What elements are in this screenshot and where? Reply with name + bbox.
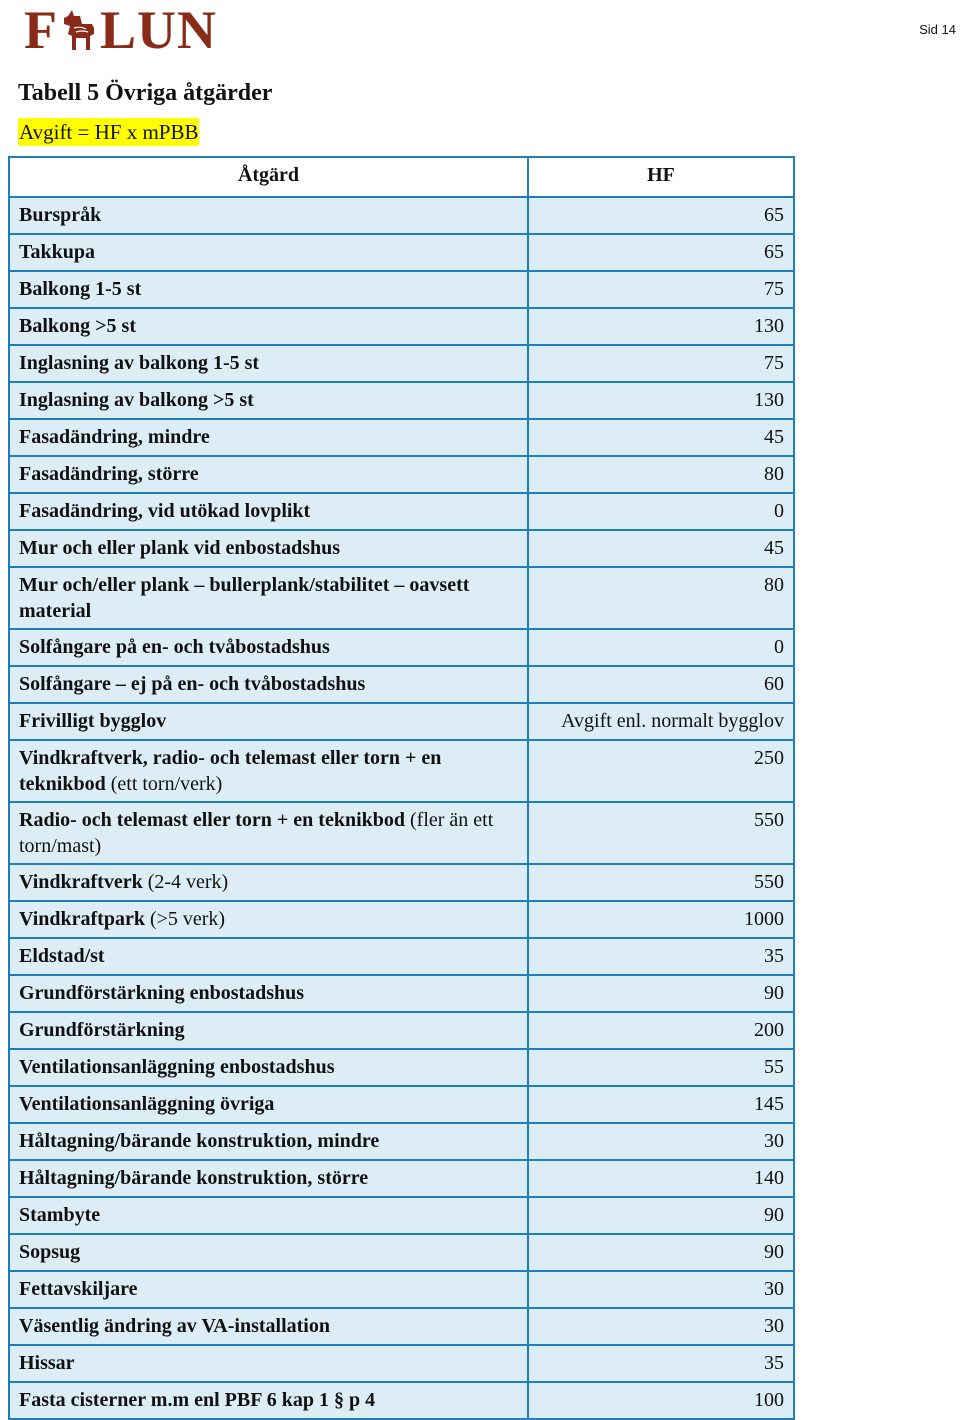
- table-row: [9, 1086, 794, 1123]
- row-label-cell: [9, 1197, 528, 1234]
- table-row: [9, 567, 794, 629]
- falun-logo: [24, 0, 218, 60]
- table-row: [9, 1049, 794, 1086]
- row-label-cell: [9, 938, 528, 975]
- row-label: Håltagning/bärande konstruktion, mindre: [19, 1130, 380, 1152]
- fee-formula: Avgift = HF x mPBB: [19, 120, 199, 144]
- row-label: Balkong 1-5 st: [19, 278, 142, 300]
- row-hf-value: 90: [528, 1197, 794, 1234]
- table-row: [9, 197, 794, 234]
- row-hf-value: 30: [528, 1123, 794, 1160]
- row-hf-value: 130: [528, 308, 794, 345]
- row-label: Solfångare på en- och tvåbostadshus: [19, 636, 330, 658]
- row-label: Fettavskiljare: [19, 1278, 138, 1300]
- table-row: [9, 740, 794, 802]
- logo-text-lun: LUN: [100, 0, 218, 60]
- row-label-cell: [9, 629, 528, 666]
- row-label-cell: [9, 234, 528, 271]
- row-label: Inglasning av balkong 1-5 st: [19, 352, 260, 374]
- table-row: [9, 1123, 794, 1160]
- row-hf-value: 30: [528, 1308, 794, 1345]
- row-label: Ventilationsanläggning övriga: [19, 1093, 275, 1115]
- row-label-cell: [9, 1086, 528, 1123]
- row-label-note: (2-4 verk): [147, 871, 229, 893]
- row-label-cell: [9, 975, 528, 1012]
- row-label-cell: [9, 1012, 528, 1049]
- row-label: Inglasning av balkong >5 st: [19, 389, 254, 411]
- row-hf-value: 35: [528, 1345, 794, 1382]
- row-label: Solfångare – ej på en- och tvåbostadshus: [19, 673, 366, 695]
- fee-table: [8, 156, 795, 1420]
- table-row: [9, 1308, 794, 1345]
- table-row: [9, 1012, 794, 1049]
- row-label: Sopsug: [19, 1241, 81, 1263]
- header-hf: HF: [528, 157, 794, 197]
- row-label-note: (fler än ett torn/mast): [19, 809, 494, 857]
- row-hf-value: 250: [528, 740, 794, 802]
- row-hf-value: 35: [528, 938, 794, 975]
- table-row: [9, 864, 794, 901]
- table-row: [9, 530, 794, 567]
- row-label-cell: [9, 308, 528, 345]
- row-label-cell: [9, 1271, 528, 1308]
- row-hf-value: 75: [528, 345, 794, 382]
- row-label: Vindkraftpark: [19, 908, 145, 930]
- row-label-cell: [9, 271, 528, 308]
- row-hf-value: 100: [528, 1382, 794, 1419]
- table-row: [9, 802, 794, 864]
- row-label-cell: [9, 1345, 528, 1382]
- row-hf-value: 65: [528, 197, 794, 234]
- row-label: Fasadändring, vid utökad lovplikt: [19, 500, 311, 522]
- table-row: [9, 1234, 794, 1271]
- row-label: Väsentlig ändring av VA-installation: [19, 1315, 330, 1337]
- row-label: Burspråk: [19, 204, 102, 226]
- fee-table-body: [9, 197, 794, 1419]
- logo-text-f: F: [24, 0, 58, 60]
- row-label-cell: [9, 901, 528, 938]
- row-hf-value: 45: [528, 419, 794, 456]
- row-label: Grundförstärkning enbostadshus: [19, 982, 305, 1004]
- row-label-note: (>5 verk): [149, 908, 226, 930]
- page-number: Sid 14: [919, 22, 956, 37]
- row-hf-value: 140: [528, 1160, 794, 1197]
- row-label-cell: [9, 419, 528, 456]
- row-label: Vindkraftverk: [19, 871, 143, 893]
- row-hf-value: 45: [528, 530, 794, 567]
- table-row: [9, 938, 794, 975]
- row-label-cell: [9, 1308, 528, 1345]
- table-row: [9, 901, 794, 938]
- table-row: [9, 1197, 794, 1234]
- row-hf-value: 0: [528, 493, 794, 530]
- row-label-cell: [9, 1049, 528, 1086]
- row-hf-value: 55: [528, 1049, 794, 1086]
- row-label: Grundförstärkning: [19, 1019, 185, 1041]
- row-label-cell: [9, 530, 528, 567]
- row-label: Balkong >5 st: [19, 315, 136, 337]
- row-label-cell: [9, 382, 528, 419]
- table-row: [9, 493, 794, 530]
- row-hf-value: 80: [528, 567, 794, 629]
- row-label: Mur och/eller plank – bullerplank/stabilitet – oavsett material: [19, 574, 470, 622]
- table-row: [9, 703, 794, 740]
- dala-horse-icon: [60, 8, 98, 52]
- header-row: [9, 157, 794, 197]
- table-row: [9, 629, 794, 666]
- row-label: Fasadändring, mindre: [19, 426, 210, 448]
- table-row: [9, 1160, 794, 1197]
- table-row: [9, 419, 794, 456]
- row-hf-value: 65: [528, 234, 794, 271]
- row-label: Radio- och telemast eller torn + en teknikbod: [19, 809, 406, 831]
- row-label-cell: [9, 1123, 528, 1160]
- row-label: Ventilationsanläggning enbostadshus: [19, 1056, 335, 1078]
- row-hf-value: 550: [528, 864, 794, 901]
- row-label-cell: [9, 1234, 528, 1271]
- row-hf-value: 60: [528, 666, 794, 703]
- row-label: Vindkraftverk, radio- och telemast eller torn + en teknikbod: [19, 747, 442, 795]
- row-hf-value: 200: [528, 1012, 794, 1049]
- row-label: Frivilligt bygglov: [19, 710, 167, 732]
- row-label-cell: [9, 740, 528, 802]
- row-label: Hissar: [19, 1352, 75, 1374]
- row-label-cell: [9, 864, 528, 901]
- table-row: [9, 345, 794, 382]
- table-row: [9, 975, 794, 1012]
- row-label-cell: [9, 456, 528, 493]
- row-hf-value: 145: [528, 1086, 794, 1123]
- table-row: [9, 234, 794, 271]
- row-label-cell: [9, 666, 528, 703]
- row-label-cell: [9, 567, 528, 629]
- row-label-cell: [9, 345, 528, 382]
- row-hf-value: 130: [528, 382, 794, 419]
- row-hf-value: 30: [528, 1271, 794, 1308]
- table-row: [9, 1271, 794, 1308]
- row-label-cell: [9, 197, 528, 234]
- row-label-cell: [9, 802, 528, 864]
- row-label: Stambyte: [19, 1204, 101, 1226]
- row-hf-value: 550: [528, 802, 794, 864]
- row-label-cell: [9, 1382, 528, 1419]
- row-label: Fasta cisterner m.m enl PBF 6 kap 1 § p 4: [19, 1389, 376, 1411]
- row-label-cell: [9, 1160, 528, 1197]
- row-label-cell: [9, 493, 528, 530]
- row-hf-value: 75: [528, 271, 794, 308]
- header-atgard: Åtgärd: [9, 157, 528, 197]
- row-label-cell: [9, 703, 528, 740]
- row-label: Fasadändring, större: [19, 463, 199, 485]
- row-label: Mur och eller plank vid enbostadshus: [19, 537, 341, 559]
- row-label: Håltagning/bärande konstruktion, större: [19, 1167, 369, 1189]
- table-row: [9, 382, 794, 419]
- table-row: [9, 456, 794, 493]
- table-row: [9, 308, 794, 345]
- row-hf-value: 1000: [528, 901, 794, 938]
- row-label: Takkupa: [19, 241, 95, 263]
- table-row: [9, 1382, 794, 1419]
- row-hf-value: 90: [528, 1234, 794, 1271]
- table-row: [9, 1345, 794, 1382]
- row-label-note: (ett torn/verk): [110, 773, 223, 795]
- table-title: Tabell 5 Övriga åtgärder: [18, 80, 273, 106]
- row-hf-value: 80: [528, 456, 794, 493]
- table-row: [9, 666, 794, 703]
- row-label: Eldstad/st: [19, 945, 105, 967]
- table-row: [9, 271, 794, 308]
- row-hf-value: 90: [528, 975, 794, 1012]
- row-hf-value: 0: [528, 629, 794, 666]
- row-hf-value: Avgift enl. normalt bygglov: [528, 703, 794, 740]
